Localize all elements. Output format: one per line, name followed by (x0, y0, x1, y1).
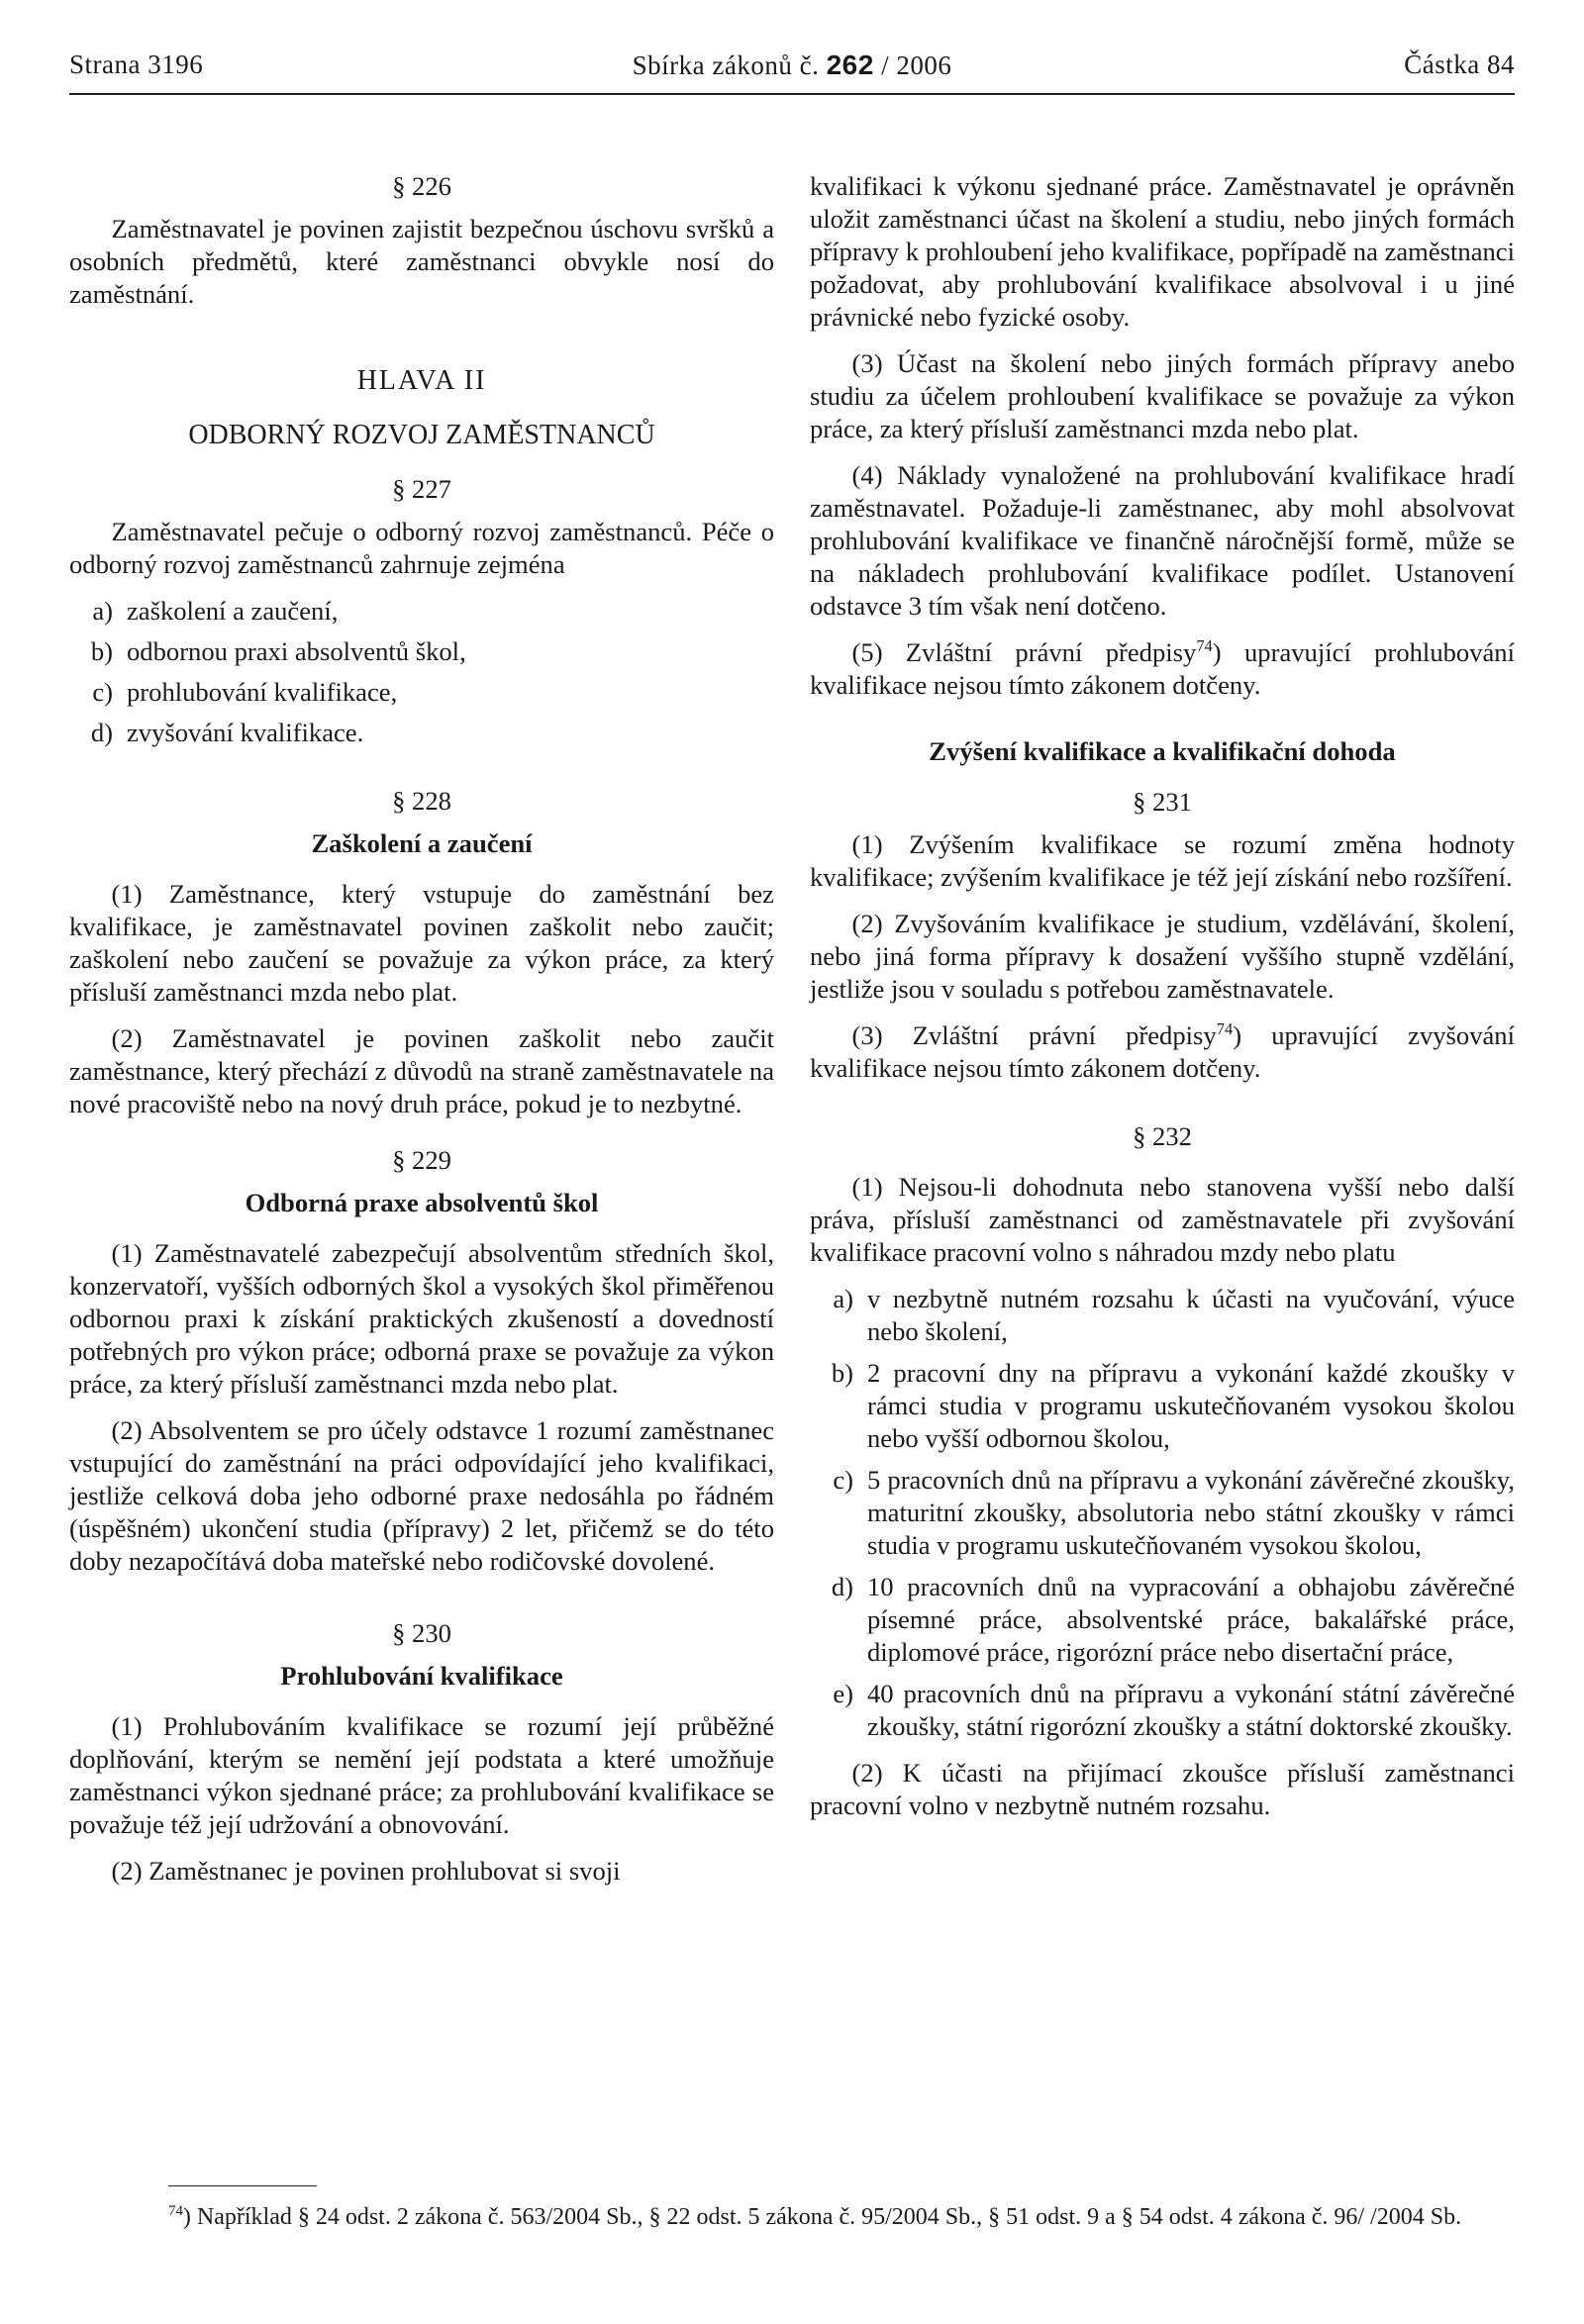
section-227-mark: § 227 (392, 474, 451, 504)
section-228-para-1: (1) Zaměstnance, který vstupuje do zaměstnání bez kvalifikace, je zaměstnavatel povinen zaškolit nebo zaučit; zaškolení nebo zaučení se považuje za výkon práce, za který přísluší zaměstnanci mzda nebo plat. (69, 879, 774, 1007)
list-item-text: odbornou praxi absolventů škol, (127, 636, 466, 666)
section-228-mark: § 228 (392, 786, 451, 816)
section-232-mark: § 232 (1133, 1121, 1192, 1151)
left-column (69, 170, 774, 1901)
footnote (168, 2203, 1515, 2232)
section-229-para-2: (2) Absolventem se pro účely odstavce 1 rozumí zaměstnanec vstupující do zaměstnání na práci odpovídající jeho kvalifikaci, jestliže celková doba jeho odborné praxe nedosáhla po řádném (úspěšném) ukončení studia (přípravy) 2 let, přičemž se do této doby nezapočítává doba mateřské nebo rodičovské dovolené. (69, 1415, 774, 1576)
section-230-title: Prohlubování kvalifikace (280, 1661, 563, 1691)
footnote-ref: 74 (1196, 636, 1213, 656)
list-item-text: zaškolení a zaučení, (127, 596, 339, 626)
section-230-para-4: (4) Náklady vynaložené na prohlubování kvalifikace hradí zaměstnavatel. Požaduje-li zaměstnanec, aby mohl absolvovat prohlubování kvalifikace ve finančně náročnější formě, může se na nákladech prohlubování kvalifikace podílet. Ustanovení odstavce 3 tím však není dotčeno. (810, 460, 1515, 621)
footnote-divider (168, 2185, 317, 2186)
list-item-label: b) (90, 636, 113, 666)
section-title-qualification: Zvýšení kvalifikace a kvalifikační dohoda (929, 736, 1396, 766)
section-232-list (810, 1283, 1515, 1743)
section-230-para-5 (810, 636, 1515, 702)
list-item (69, 676, 774, 709)
list-item-text: prohlubování kvalifikace, (127, 677, 398, 707)
para-text: ) upravující prohlubování kvalifikace nejsou tímto zákonem dotčeny. (810, 637, 1515, 700)
law-number: 262 (826, 49, 874, 80)
section-231-para-2: (2) Zvyšováním kvalifikace je studium, vzdělávání, školení, nebo jiná forma přípravy k dosažení vyššího stupně vzdělání, jestliže jsou v souladu s potřebou zaměstnavatele. (810, 909, 1515, 1004)
footnote-label (168, 2203, 191, 2232)
list-item (810, 1283, 1515, 1348)
list-item (69, 635, 774, 668)
section-230-para-2-start: (2) Zaměstnanec je povinen prohlubovat si svoji (111, 1856, 621, 1886)
section-228-title: Zaškolení a zaučení (311, 828, 533, 858)
list-item (69, 595, 774, 628)
list-item (810, 1571, 1515, 1669)
section-227-list (69, 595, 774, 749)
section-226-text: Zaměstnavatel je povinen zajistit bezpečnou úschovu svršků a osobních předmětů, které zaměstnanci obvykle nosí do zaměstnání. (69, 214, 774, 309)
list-item-text: 40 pracovních dnů na přípravu a vykonání státní závěrečné zkoušky, státní rigorózní zkoušky a státní doktorské zkoušky. (867, 1679, 1515, 1741)
list-item-text: zvyšování kvalifikace. (127, 718, 364, 747)
list-item-label: c) (92, 677, 113, 707)
section-226-mark: § 226 (392, 171, 451, 201)
section-230-mark: § 230 (392, 1618, 451, 1648)
list-item-text: 2 pracovní dny na přípravu a vykonání každé zkoušky v rámci studia v programu uskutečňovaném vysokou školou nebo vyšší odbornou školou, (867, 1358, 1515, 1453)
list-item-label: c) (833, 1465, 853, 1495)
list-item-label: d) (90, 718, 113, 747)
para-text: (3) Zvláštní právní předpisy (851, 1020, 1217, 1050)
chapter-number: HLAVA II (356, 365, 487, 396)
section-230-para-1: (1) Prohlubováním kvalifikace se rozumí její průběžné doplňování, kterým se nemění její podstata a které umožňuje zaměstnanci výkon sjednané práce; za prohlubování kvalifikace se považuje též její udržování a obnovování. (69, 1711, 774, 1839)
list-item-label: e) (833, 1679, 853, 1708)
para-text: (5) Zvláštní právní předpisy (851, 637, 1197, 667)
footnote-number: 74 (168, 2203, 183, 2219)
list-item-text: 10 pracovních dnů na vypracování a obhajobu závěrečné písemné práce, absolventské práce, bakalářské práce, diplomové práce, rigorózní práce nebo disertační práce, (867, 1572, 1515, 1667)
list-item-label: b) (831, 1358, 853, 1388)
section-231-mark: § 231 (1133, 787, 1192, 817)
section-232-para-2: (2) K účasti na přijímací zkoušce přísluší zaměstnanci pracovní volno v nezbytně nutném rozsahu. (810, 1758, 1515, 1820)
list-item-label: d) (831, 1572, 853, 1601)
list-item (69, 717, 774, 749)
list-item-label: a) (833, 1284, 853, 1313)
collection-name: Sbírka zákonů č. (632, 50, 820, 80)
list-item-label: a) (92, 596, 113, 626)
chapter-title: ODBORNÝ ROZVOJ ZAMĚSTNANCŮ (188, 420, 655, 450)
page-header (69, 49, 1515, 95)
list-item-text: v nezbytně nutném rozsahu k účasti na vyučování, výuce nebo školení, (867, 1284, 1515, 1346)
footnote-text: Například § 24 odst. 2 zákona č. 563/2004 Sb., § 22 odst. 5 zákona č. 95/2004 Sb., § 51 odst. 9 a § 54 odst. 4 zákona č. 96/ /2004 Sb. (196, 2204, 1462, 2230)
section-231-para-1: (1) Zvýšením kvalifikace se rozumí změna hodnoty kvalifikace; zvýšením kvalifikace je též její získání nebo rozšíření. (810, 829, 1515, 892)
footnote-paren: ) (182, 2204, 191, 2230)
section-230-para-2-cont: kvalifikaci k výkonu sjednané práce. Zaměstnavatel je oprávněn uložit zaměstnanci účast na školení a studiu, nebo jiných formách přípravy k prohloubení jeho kvalifikace, popřípadě na zaměstnanci požadovat, aby prohlubování kvalifikace absolvoval i u jiné právnické nebo fyzické osoby. (810, 171, 1515, 332)
section-229-para-1: (1) Zaměstnavatelé zabezpečují absolventům středních škol, konzervatoří, vyšších odborných škol a vysokých škol přiměřenou odbornou praxi k získání praktických zkušeností a dovedností potřebných pro výkon práce; odborná praxe se považuje za výkon práce, za který přísluší zaměstnanci mzda nebo plat. (69, 1238, 774, 1399)
para-text: ) upravující zvyšování kvalifikace nejsou tímto zákonem dotčeny. (810, 1020, 1515, 1083)
footnote-ref: 74 (1216, 1019, 1234, 1039)
section-231-para-3 (810, 1019, 1515, 1085)
section-228-para-2: (2) Zaměstnavatel je povinen zaškolit nebo zaučit zaměstnance, který přechází z důvodů na straně zaměstnavatele na nové pracoviště nebo na nový druh práce, pokud je to nezbytné. (69, 1023, 774, 1118)
collection-title (69, 49, 1515, 81)
section-227-text: Zaměstnavatel pečuje o odborný rozvoj zaměstnanců. Péče o odborný rozvoj zaměstnanců zahrnuje zejména (69, 517, 774, 579)
list-item (810, 1464, 1515, 1562)
list-item (810, 1357, 1515, 1455)
right-column (810, 170, 1515, 1836)
section-232-para-1: (1) Nejsou-li dohodnuta nebo stanovena vyšší nebo další práva, přísluší zaměstnanci od zaměstnavatele při zvyšování kvalifikace pracovní volno s náhradou mzdy nebo platu (810, 1172, 1515, 1267)
section-230-para-3: (3) Účast na školení nebo jiných formách přípravy anebo studiu za účelem prohloubení kvalifikace se považuje za výkon práce, za který přísluší zaměstnanci mzda nebo plat. (810, 348, 1515, 443)
list-item-text: 5 pracovních dnů na přípravu a vykonání závěrečné zkoušky, maturitní zkoušky, absolutoria nebo státní zkoušky v rámci studia v programu uskutečňovaném vysokou školou, (867, 1465, 1515, 1560)
section-229-title: Odborná praxe absolventů škol (245, 1188, 599, 1217)
law-year: / 2006 (881, 50, 952, 80)
issue-number: Částka 84 (1404, 49, 1515, 79)
section-229-mark: § 229 (392, 1145, 451, 1175)
list-item (810, 1678, 1515, 1743)
page-number: Strana 3196 (69, 49, 204, 79)
